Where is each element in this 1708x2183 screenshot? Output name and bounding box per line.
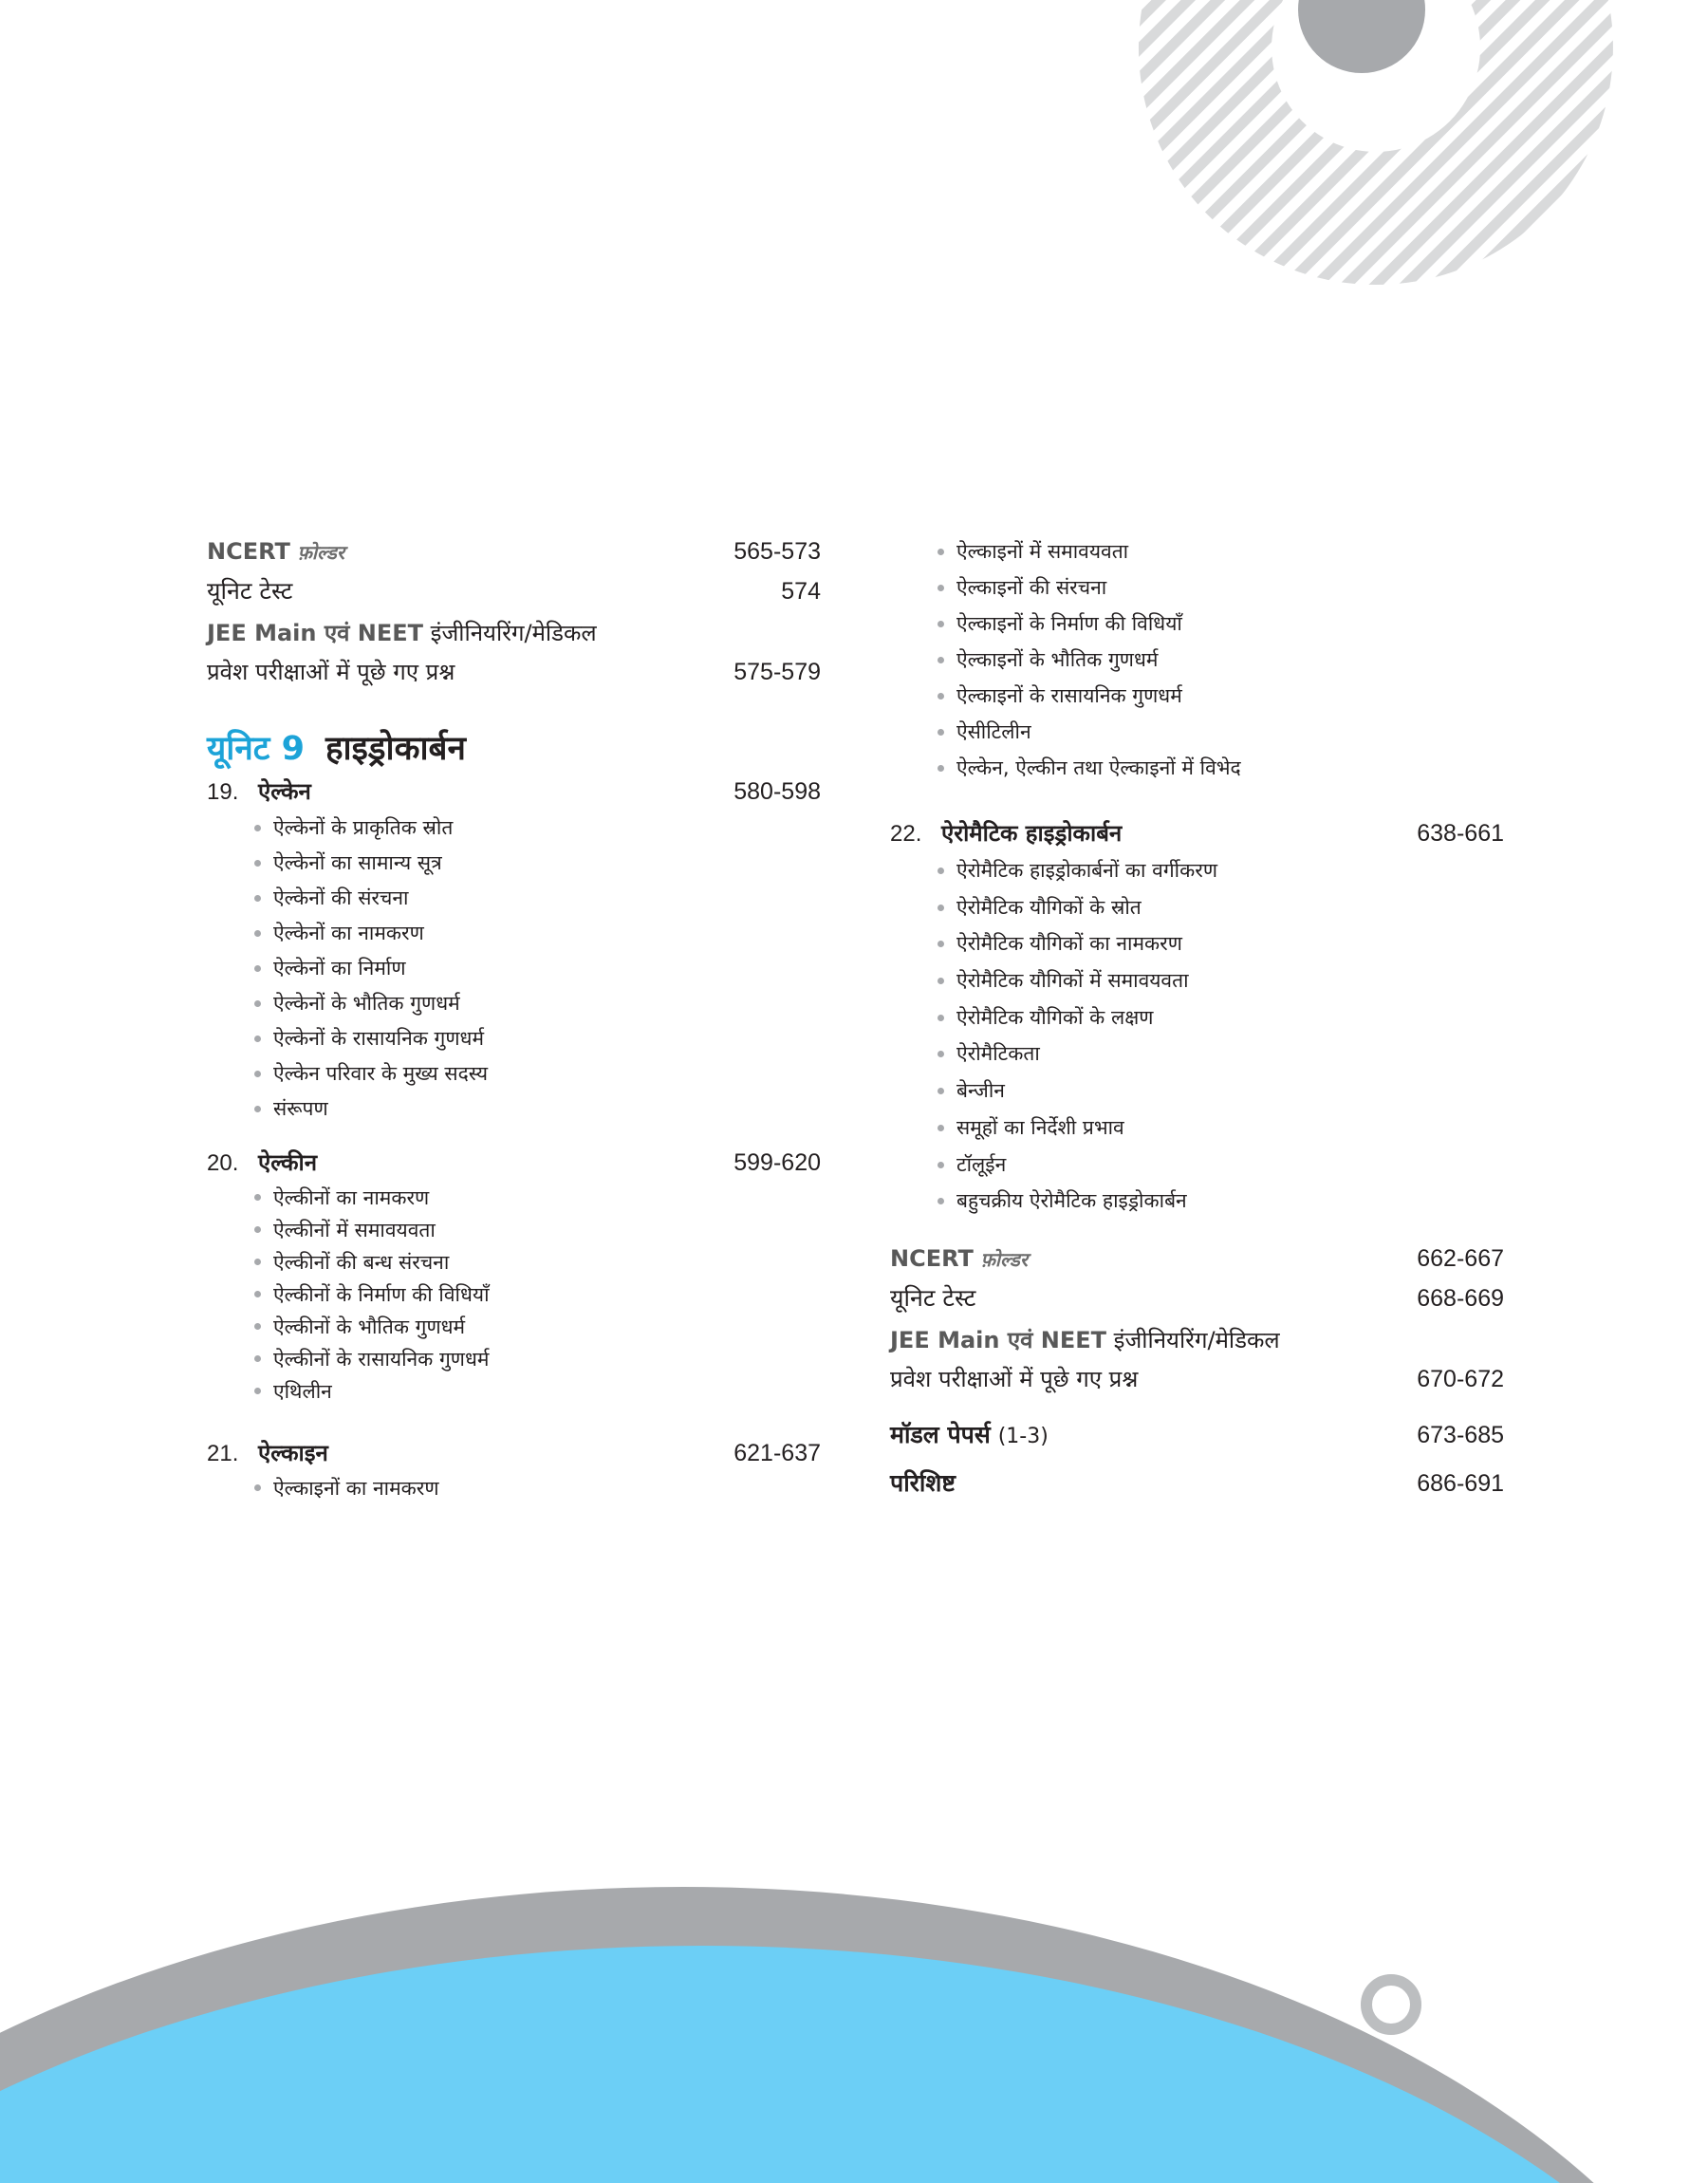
chapter-21-topics-continued (938, 533, 1504, 786)
topic-item[interactable]: ऐल्कीनों की बन्ध संरचना (254, 1246, 821, 1278)
topic-item[interactable]: ऐल्केनों के भौतिक गुणधर्म (254, 986, 821, 1021)
topic-item[interactable]: ऐल्केन, ऐल्कीन तथा ऐल्काइनों में विभेद (938, 750, 1504, 786)
unit-test-label: यूनिट टेस्ट (207, 577, 293, 605)
jee-label-line2: प्रवेश परीक्षाओं में पूछे गए प्रश्न (890, 1365, 1139, 1392)
jee-label-bold: JEE Main एवं NEET (207, 620, 424, 646)
page-range: 580-598 (733, 778, 821, 805)
right-column (890, 533, 1504, 1508)
topic-item[interactable]: बहुचक्रीय ऐरोमैटिक हाइड्रोकार्बन (938, 1183, 1504, 1220)
page-range: 670-672 (1417, 1365, 1504, 1392)
topic-item[interactable]: ऐरोमैटिक यौगिकों का नामकरण (938, 925, 1504, 962)
jee-row-line2[interactable] (207, 653, 821, 691)
topic-item[interactable]: ऐसीटिलीन (938, 714, 1504, 750)
grey-ring-decoration (1366, 1980, 1416, 2029)
page-range: 565-573 (733, 538, 821, 565)
topic-item[interactable]: ऐल्काइनों के भौतिक गुणधर्म (938, 642, 1504, 678)
page-range: 686-691 (1417, 1469, 1504, 1497)
ncert-folder-row[interactable] (890, 1241, 1504, 1277)
unit-test-label: यूनिट टेस्ट (890, 1283, 976, 1312)
appendix-label: परिशिष्ट (890, 1468, 956, 1497)
page-range: 673-685 (1417, 1421, 1504, 1448)
chapter-number: 20. (207, 1150, 239, 1176)
chapter-21-topics (254, 1472, 821, 1504)
topic-item[interactable]: ऐरोमैटिक हाइड्रोकार्बनों का वर्गीकरण (938, 852, 1504, 889)
folder-label: फ़ोल्डर (980, 1247, 1028, 1271)
ncert-label: NCERT (890, 1244, 974, 1272)
topic-item[interactable]: ऐल्काइनों के निर्माण की विधियाँ (938, 606, 1504, 642)
model-papers-range: (1-3) (997, 1424, 1049, 1448)
chapter-title: ऐल्काइन (258, 1440, 328, 1466)
chapter-title: ऐल्केन (258, 778, 311, 805)
chapter-title: ऐल्कीन (258, 1149, 318, 1176)
page-range: 638-661 (1417, 820, 1504, 847)
chapter-title: ऐरोमैटिक हाइड्रोकार्बन (941, 820, 1123, 847)
jee-row-line1[interactable] (890, 1320, 1504, 1360)
chapter-22-row[interactable] (890, 814, 1504, 852)
topic-item[interactable]: ऐल्केनों के रासायनिक गुणधर्म (254, 1021, 821, 1056)
chapter-19-row[interactable] (207, 773, 821, 811)
jee-row-line2[interactable] (890, 1360, 1504, 1398)
topic-item[interactable]: ऐल्केनों का नामकरण (254, 916, 821, 951)
chapter-19-topics (254, 811, 821, 1127)
topic-item[interactable]: ऐल्केनों का सामान्य सूत्र (254, 846, 821, 881)
jee-label-bold: JEE Main एवं NEET (890, 1326, 1107, 1353)
jee-label-rest: इंजीनियरिंग/मेडिकल (423, 620, 597, 646)
chapter-20-row[interactable] (207, 1144, 821, 1182)
topic-item[interactable]: ऐरोमैटिकता (938, 1036, 1504, 1073)
topic-item[interactable]: ऐल्केनों का निर्माण (254, 951, 821, 986)
topic-item[interactable]: ऐरोमैटिक यौगिकों के लक्षण (938, 999, 1504, 1036)
topic-item[interactable]: एथिलीन (254, 1375, 821, 1408)
topic-item[interactable]: समूहों का निर्देशी प्रभाव (938, 1110, 1504, 1147)
topic-item[interactable]: ऐल्कीनों में समावयवता (254, 1214, 821, 1246)
jee-row-line1[interactable] (207, 613, 821, 653)
topic-item[interactable]: संरूपण (254, 1092, 821, 1127)
model-papers-row[interactable] (890, 1411, 1504, 1459)
topic-item[interactable]: ऐल्केन परिवार के मुख्य सदस्य (254, 1056, 821, 1092)
left-column (207, 533, 821, 1504)
unit-test-row[interactable] (207, 569, 821, 613)
jee-label-line2: प्रवेश परीक्षाओं में पूछे गए प्रश्न (207, 659, 455, 685)
topic-item[interactable]: ऐल्कीनों का नामकरण (254, 1182, 821, 1214)
topic-item[interactable]: ऐल्कीनों के रासायनिक गुणधर्म (254, 1343, 821, 1375)
topic-item[interactable]: ऐल्काइनों में समावयवता (938, 533, 1504, 569)
chapter-number: 19. (207, 779, 239, 805)
topic-item[interactable]: बेन्जीन (938, 1073, 1504, 1110)
folder-label: फ़ोल्डर (297, 541, 344, 564)
page-range: 668-669 (1417, 1284, 1504, 1312)
chapter-21-row[interactable] (207, 1434, 821, 1472)
ncert-folder-row[interactable] (207, 533, 821, 569)
page-range: 621-637 (733, 1440, 821, 1466)
chapter-number: 22. (890, 821, 922, 847)
unit-number: यूनिट 9 (207, 730, 305, 768)
page-range: 574 (781, 578, 821, 605)
topic-item[interactable]: ऐल्काइनों का नामकरण (254, 1472, 821, 1504)
topic-item[interactable]: ऐल्कीनों के भौतिक गुणधर्म (254, 1311, 821, 1343)
unit-test-row[interactable] (890, 1277, 1504, 1320)
topic-item[interactable]: ऐल्केनों के प्राकृतिक स्रोत (254, 811, 821, 846)
topic-item[interactable]: ऐल्केनों की संरचना (254, 881, 821, 916)
topic-item[interactable]: ऐरोमैटिक यौगिकों के स्रोत (938, 889, 1504, 926)
unit-heading (207, 725, 821, 773)
chapter-22-topics (938, 852, 1504, 1220)
appendix-row[interactable] (890, 1459, 1504, 1508)
jee-label-rest: इंजीनियरिंग/मेडिकल (1106, 1326, 1280, 1353)
page-range: 575-579 (733, 659, 821, 685)
topic-item[interactable]: ऐरोमैटिक यौगिकों में समावयवता (938, 962, 1504, 999)
chapter-20-topics (254, 1182, 821, 1408)
page-range: 599-620 (733, 1149, 821, 1176)
topic-item[interactable]: टॉलूईन (938, 1147, 1504, 1184)
ncert-label: NCERT (207, 538, 290, 565)
unit-title: हाइड्रोकार्बन (325, 730, 466, 768)
page-range: 662-667 (1417, 1244, 1504, 1272)
topic-item[interactable]: ऐल्काइनों के रासायनिक गुणधर्म (938, 678, 1504, 714)
chapter-number: 21. (207, 1441, 239, 1466)
topic-item[interactable]: ऐल्काइनों की संरचना (938, 569, 1504, 606)
topic-item[interactable]: ऐल्कीनों के निर्माण की विधियाँ (254, 1278, 821, 1311)
grey-circle-decoration (1298, 0, 1425, 73)
model-papers-label: मॉडल पेपर्स (890, 1420, 991, 1448)
